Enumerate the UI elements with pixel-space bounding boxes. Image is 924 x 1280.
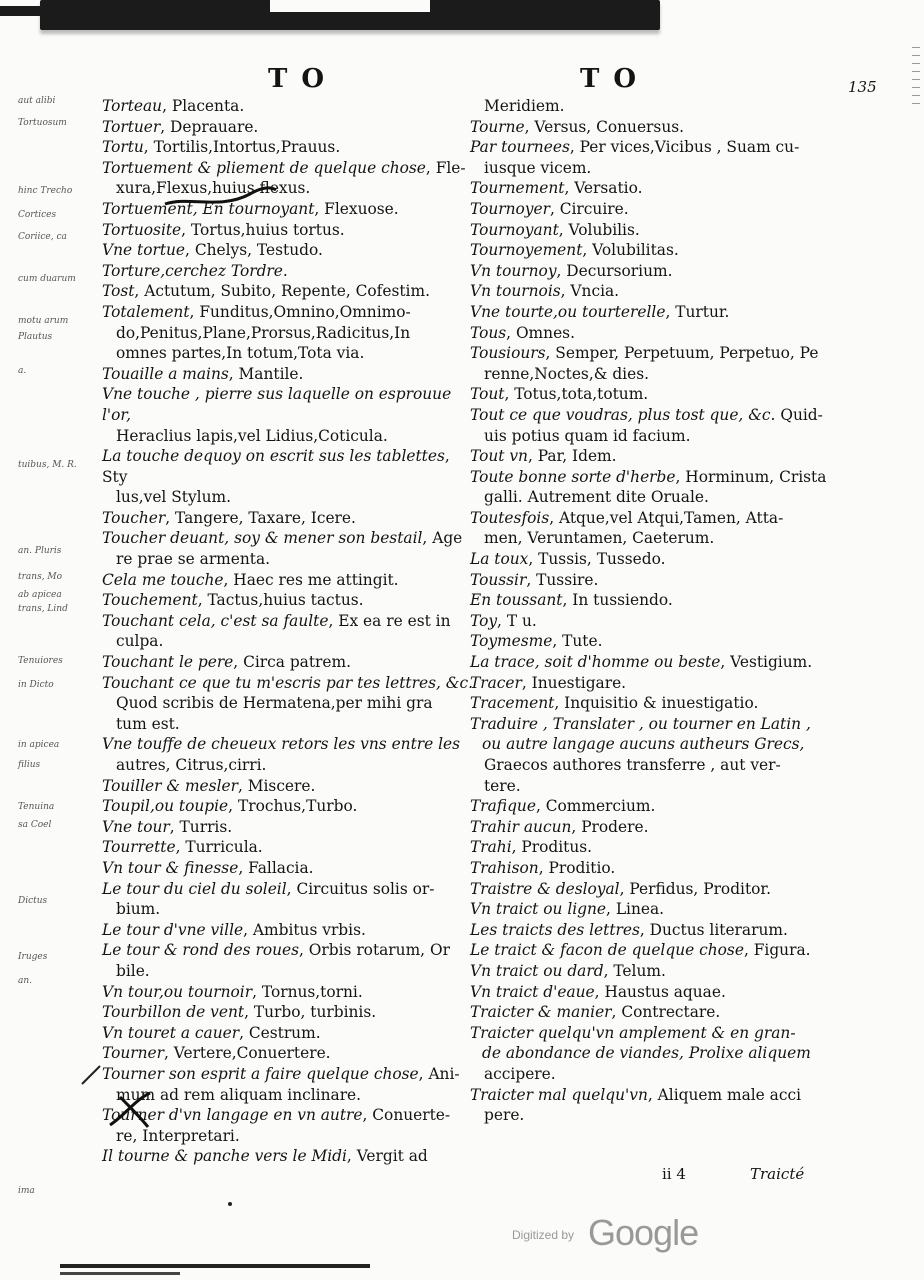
entry-translation: , Flexuose.	[314, 199, 399, 218]
entry-continuation: renne,Noctes,& dies.	[484, 364, 649, 383]
dictionary-entry	[470, 343, 830, 364]
dictionary-entry	[470, 961, 830, 982]
dictionary-entry	[470, 384, 830, 405]
entry-translation: , Proditio.	[538, 858, 616, 877]
entry-translation: , Omnes.	[506, 323, 575, 342]
entry-headword: Toute bonne sorte d'herbe	[470, 467, 676, 486]
margin-note: in Dicto	[18, 680, 54, 690]
dictionary-entry	[470, 446, 830, 467]
entry-headword: Vne tour	[102, 817, 170, 836]
entry-translation: , Chelys, Testudo.	[185, 241, 323, 260]
entry-headword: Vne tortue	[102, 241, 186, 260]
entry-continuation: bile.	[116, 961, 150, 980]
dictionary-entry	[102, 364, 477, 385]
entry-translation: .	[282, 261, 288, 280]
entry-headword: Tourner	[102, 1044, 164, 1063]
entry-headword: Tortuement & pliement de quelque chose	[102, 158, 426, 177]
dictionary-entry	[102, 1002, 477, 1023]
entry-headword: Touchant ce que tu m'escris par tes lettres, &c.	[102, 673, 473, 692]
dictionary-entry	[102, 446, 477, 487]
entry-headword: Tracement	[470, 694, 555, 713]
entry-headword: Tournoyer	[470, 199, 550, 218]
dictionary-entry	[470, 714, 830, 735]
dictionary-entry	[102, 137, 477, 158]
entry-continuation: xura,Flexus,huius flexus.	[116, 179, 311, 198]
entry-headword: Toussir	[470, 570, 527, 589]
entry-continuation: tum est.	[116, 714, 180, 733]
entry-translation: , Haec res me attingit.	[223, 570, 399, 589]
dictionary-entry	[470, 879, 830, 900]
entry-headword: Toymesme	[470, 632, 553, 651]
margin-note: Plautus	[18, 332, 53, 342]
dictionary-entry	[470, 281, 830, 302]
entry-translation: , Per vices,Vicibus , Suam cu-	[569, 138, 800, 157]
margin-note: motu arum	[18, 316, 69, 326]
entry-translation: , Age	[422, 529, 463, 548]
ink-mark-2	[100, 1085, 160, 1135]
entry-headword: Toy	[470, 611, 498, 630]
entry-headword: Vn traict ou dard	[470, 961, 604, 980]
left-column	[102, 96, 477, 1167]
dictionary-entry	[470, 631, 830, 652]
entry-translation: , Actutum, Subito, Repente, Cofestim.	[134, 282, 430, 301]
entry-translation: , Placenta.	[162, 97, 245, 115]
entry-translation: , Cestrum.	[239, 1023, 321, 1042]
entry-headword: Tournoyement	[470, 241, 583, 260]
margin-note: Cortices	[18, 210, 57, 220]
entry-translation: , Versatio.	[564, 179, 643, 198]
entry-headword: Tout ce que voudras, plus tost que, &c.	[470, 405, 776, 424]
margin-note: in apicea	[18, 740, 60, 750]
entry-translation: , Contrectare.	[611, 1003, 721, 1022]
entry-continuation: do,Penitus,Plane,Prorsus,Radicitus,In	[116, 323, 411, 342]
entry-continuation: re prae se armenta.	[116, 550, 271, 569]
entry-translation: , Orbis rotarum, Or	[299, 941, 450, 960]
margin-note: trans, Lind	[18, 604, 68, 614]
dictionary-entry	[470, 137, 830, 158]
dictionary-entry	[102, 508, 477, 529]
entry-headword: Vn tournois	[470, 282, 561, 301]
dictionary-entry	[470, 323, 830, 344]
dictionary-entry	[470, 899, 830, 920]
entry-continuation: culpa.	[116, 632, 164, 651]
entry-continuation: lus,vel Stylum.	[116, 488, 231, 507]
entry-headword: Tournement	[470, 179, 565, 198]
dictionary-entry	[470, 673, 830, 694]
scan-binding-shadow	[40, 0, 660, 30]
entry-translation: , T u.	[497, 611, 537, 630]
dictionary-entry	[470, 199, 830, 220]
entry-continuation: Quod scribis de Hermatena,per mihi gra	[116, 694, 433, 713]
entry-headword: Tortuer	[102, 117, 161, 136]
entry-headword: Tortuement, En tournoyant	[102, 199, 315, 218]
entry-translation: , Vertere,Conuertere.	[163, 1044, 331, 1063]
entry-translation: , Tornus,torni.	[252, 982, 363, 1001]
dictionary-entry	[102, 940, 477, 961]
entry-translation: , Fallacia.	[238, 858, 314, 877]
entry-headword: La toux	[470, 550, 529, 569]
entry-continuation: Meridiem.	[484, 97, 565, 115]
entry-headword-cont: de abondance de viandes, Prolixe aliquem	[482, 1044, 811, 1063]
entry-continuation: mum ad rem aliquam inclinare.	[116, 1085, 362, 1104]
dictionary-entry	[470, 1023, 830, 1044]
dictionary-entry	[470, 220, 830, 241]
entry-continuation: tere.	[484, 776, 521, 795]
dictionary-entry	[102, 1146, 477, 1167]
entry-translation: , Tangere, Taxare, Icere.	[165, 508, 356, 527]
entry-headword: Torture,cerchez Tordre	[102, 261, 283, 280]
margin-note: ima	[18, 1186, 35, 1196]
entry-translation: , Par, Idem.	[527, 447, 617, 466]
entry-translation: , Commercium.	[535, 797, 656, 816]
margin-note: hinc Trecho	[18, 186, 73, 196]
dictionary-entry	[470, 508, 830, 529]
entry-headword: Tout	[470, 385, 505, 404]
dictionary-entry	[470, 117, 830, 138]
dictionary-entry	[470, 940, 830, 961]
dictionary-entry	[102, 199, 477, 220]
entry-translation: , Proditus.	[511, 838, 593, 857]
entry-translation: , Vergit ad	[346, 1147, 428, 1166]
entry-headword: La trace, soit d'homme ou beste	[470, 653, 721, 672]
dictionary-entry	[102, 590, 477, 611]
page-number: 135	[848, 78, 877, 96]
entry-headword: Touchant le pere	[102, 653, 234, 672]
margin-note: Iruges	[18, 952, 48, 962]
entry-translation: , Turtur.	[665, 302, 730, 321]
entry-headword: Toucher deuant, soy & mener son bestail	[102, 529, 423, 548]
watermark-prefix: Digitized by	[512, 1228, 575, 1242]
entry-headword: Touchement	[102, 591, 198, 610]
entry-translation: , Versus, Conuersus.	[524, 117, 685, 136]
dictionary-entry	[470, 178, 830, 199]
entry-headword: Tousiours	[470, 344, 546, 363]
entry-headword: Tourrette	[102, 838, 176, 857]
dictionary-entry	[470, 858, 830, 879]
entry-headword: Tout vn	[470, 447, 528, 466]
margin-note: Tortuosum	[18, 118, 67, 128]
entry-translation: , Turbo, turbinis.	[244, 1003, 377, 1022]
running-header-left: TO	[268, 64, 338, 94]
entry-translation: , Ani-	[418, 1064, 460, 1083]
entry-headword: Toucher	[102, 508, 166, 527]
entry-headword: Vn tournoy	[470, 261, 557, 280]
right-column	[470, 96, 830, 1126]
entry-headword: Totalement	[102, 302, 190, 321]
bottom-scan-edge	[60, 1264, 370, 1268]
entry-translation: , Turricula.	[175, 838, 263, 857]
entry-headword: Tourne	[470, 117, 525, 136]
entry-headword: Traicter & manier	[470, 1003, 612, 1022]
entry-headword: Vn traict d'eaue	[470, 982, 595, 1001]
entry-headword: En toussant	[470, 591, 563, 610]
entry-translation: , Telum.	[603, 961, 666, 980]
entry-translation: , Circa patrem.	[233, 653, 351, 672]
entry-translation: , Inuestigare.	[521, 673, 627, 692]
margin-note: an. Pluris	[18, 546, 62, 556]
entry-translation: , Circuitus solis or-	[286, 879, 435, 898]
entry-headword: Vn touret a cauer	[102, 1023, 240, 1042]
entry-headword: Vn tour,ou tournoir	[102, 982, 253, 1001]
margin-note: Tenuina	[18, 802, 55, 812]
entry-headword: Tourner son esprit a faire quelque chose	[102, 1064, 419, 1083]
entry-headword: Tortu	[102, 138, 144, 157]
catchword: Traicté	[750, 1165, 805, 1183]
dictionary-entry	[470, 467, 830, 488]
entry-headword: Tourner d'vn langage en vn autre	[102, 1106, 363, 1125]
dictionary-entry	[470, 837, 830, 858]
dictionary-entry	[102, 817, 477, 838]
entry-headword: Trahison	[470, 858, 539, 877]
entry-translation: , Turris.	[169, 817, 233, 836]
entry-translation: , Decursorium.	[556, 261, 673, 280]
dictionary-entry	[102, 982, 477, 1003]
dictionary-entry	[470, 549, 830, 570]
dictionary-entry	[470, 1002, 830, 1023]
dictionary-entry	[102, 96, 477, 117]
margin-note: cum duarum	[18, 274, 76, 284]
entry-headword: Le tour du ciel du soleil	[102, 879, 287, 898]
margin-note: aut alibi	[18, 96, 56, 106]
entry-headword: Toutesfois	[470, 508, 550, 527]
dictionary-entry	[102, 837, 477, 858]
dictionary-entry	[470, 240, 830, 261]
entry-translation: , In tussiendo.	[562, 591, 673, 610]
entry-translation: , Tortus,huius tortus.	[181, 220, 345, 239]
dictionary-entry	[470, 652, 830, 673]
entry-headword: Traicter mal quelqu'vn	[470, 1085, 648, 1104]
entry-headword: Trafique	[470, 797, 536, 816]
entry-translation: , Volubilitas.	[582, 241, 679, 260]
entry-translation: , Tactus,huius tactus.	[197, 591, 364, 610]
dictionary-entry	[470, 405, 830, 426]
dictionary-entry	[102, 920, 477, 941]
dictionary-entry	[102, 858, 477, 879]
margin-note: filius	[18, 760, 41, 770]
entry-headword: Par tournees	[470, 138, 570, 157]
entry-translation: , Tortilis,Intortus,Prauus.	[143, 138, 341, 157]
entry-headword: Le tour d'vne ville	[102, 920, 244, 939]
dictionary-entry	[470, 611, 830, 632]
entry-continuation: pere.	[484, 1106, 525, 1125]
entry-continuation: Graecos authores transferre , aut ver-	[484, 756, 781, 774]
entry-headword: Traduire , Translater , ou tourner en Latin ,	[470, 714, 811, 733]
dictionary-entry	[470, 1085, 830, 1106]
entry-continuation	[470, 734, 830, 755]
dictionary-entry	[102, 240, 477, 261]
entry-translation: , Funditus,Omnino,Omnimo-	[189, 302, 411, 321]
dictionary-entry	[102, 734, 477, 755]
margin-note: sa Coel	[18, 820, 52, 830]
entry-translation: , Conuerte-	[362, 1106, 451, 1125]
bottom-scan-edge-2	[60, 1272, 180, 1275]
entry-headword: Tournoyant	[470, 220, 559, 239]
dictionary-entry	[102, 261, 477, 282]
entry-translation: , Linea.	[606, 900, 665, 919]
entry-translation: , Semper, Perpetuum, Perpetuo, Pe	[545, 344, 819, 363]
signature-mark: ii 4	[662, 1165, 686, 1183]
entry-translation: , Deprauare.	[160, 117, 259, 136]
entry-continuation: bium.	[116, 900, 161, 919]
entry-headword: Traistre & desloyal	[470, 879, 620, 898]
entry-headword: Vn traict ou ligne	[470, 900, 607, 919]
entry-continuation: iusque vicem.	[484, 158, 592, 177]
entry-translation: , Ductus literarum.	[639, 920, 788, 939]
dictionary-entry	[470, 817, 830, 838]
entry-translation: , Miscere.	[237, 776, 316, 795]
entry-headword: Tost	[102, 282, 135, 301]
entry-headword: La touche dequoy on escrit sus les tablettes	[102, 447, 445, 466]
dictionary-entry	[102, 117, 477, 138]
dictionary-entry	[102, 776, 477, 797]
entry-headword: Touchant cela, c'est sa faulte	[102, 611, 329, 630]
dictionary-entry	[102, 158, 477, 179]
entry-headword: Il tourne & panche vers le Midi	[102, 1147, 347, 1166]
dictionary-entry	[470, 261, 830, 282]
running-header-right: TO	[580, 64, 650, 94]
entry-headword: Toupil,ou toupie	[102, 797, 229, 816]
entry-translation: , Tute.	[552, 632, 603, 651]
dictionary-entry	[102, 528, 477, 549]
entry-translation: , Totus,tota,totum.	[504, 385, 649, 404]
entry-headword: Touaille a mains	[102, 364, 229, 383]
entry-headword: Vn tour & finesse	[102, 858, 239, 877]
entry-headword: Les traicts des lettres	[470, 920, 640, 939]
entry-headword: Touiller & mesler	[102, 776, 238, 795]
dictionary-entry	[102, 570, 477, 591]
dictionary-entry	[102, 796, 477, 817]
dictionary-entry	[470, 302, 830, 323]
dictionary-entry	[102, 652, 477, 673]
entry-headword: Vne touche , pierre sus laquelle on esprouue l'or,	[102, 385, 452, 424]
entry-translation: , Tussire.	[526, 570, 599, 589]
entry-translation: , Prodere.	[571, 817, 649, 836]
entry-translation: , Horminum, Crista	[675, 467, 827, 486]
entry-continuation: omnes partes,In totum,Tota via.	[116, 344, 365, 363]
entry-translation: , Vncia.	[560, 282, 620, 301]
entry-continuation: men, Veruntamen, Caeterum.	[484, 529, 715, 548]
entry-continuation: Heraclius lapis,vel Lidius,Coticula.	[116, 426, 388, 445]
margin-note: an.	[18, 976, 33, 986]
entry-continuation: uis potius quam id facium.	[484, 426, 691, 445]
dictionary-entry	[470, 590, 830, 611]
dictionary-entry	[102, 879, 477, 900]
entry-headword: Tous	[470, 323, 507, 342]
entry-translation: , Inquisitio & inuestigatio.	[554, 694, 759, 713]
entry-translation: , Figura.	[743, 941, 811, 960]
entry-headword: Tracer	[470, 673, 522, 692]
entry-headword: Vne tourte,ou tourterelle	[470, 302, 666, 321]
right-page-edge	[910, 40, 924, 1240]
entry-translation: , Trochus,Turbo.	[228, 797, 358, 816]
entry-headword: Trahir aucun	[470, 817, 572, 836]
dictionary-entry	[102, 302, 477, 323]
entry-headword-cont: ou autre langage aucuns autheurs Grecs,	[482, 735, 805, 754]
ink-dot	[228, 1202, 232, 1206]
dictionary-entry	[102, 1043, 477, 1064]
dictionary-entry	[102, 384, 477, 425]
margin-note: a.	[18, 366, 27, 376]
entry-continuation: re, Interpretari.	[116, 1126, 240, 1145]
entry-headword: Le tour & rond des roues	[102, 941, 299, 960]
entry-continuation	[470, 1043, 830, 1064]
margin-note: tuibus, M. R.	[18, 460, 77, 470]
margin-note: Tenuiores	[18, 656, 63, 666]
entry-translation: , Sty	[102, 447, 450, 486]
entry-headword: Le traict & facon de quelque chose	[470, 941, 744, 960]
entry-continuation: autres, Citrus,cirri.	[116, 756, 267, 774]
dictionary-entry	[102, 281, 477, 302]
ink-scribble	[160, 176, 280, 216]
dictionary-entry	[102, 220, 477, 241]
entry-continuation: galli. Autrement dite Oruale.	[484, 488, 709, 507]
entry-headword: Tourbillon de vent	[102, 1003, 245, 1022]
entry-continuation: accipere.	[484, 1064, 556, 1083]
entry-headword: Cela me touche	[102, 570, 224, 589]
google-logo: Google	[588, 1212, 699, 1253]
entry-headword: Traicter quelqu'vn amplement & en gran-	[470, 1023, 796, 1042]
dictionary-entry	[470, 982, 830, 1003]
dictionary-entry	[470, 570, 830, 591]
margin-note: Dictus	[18, 896, 48, 906]
entry-headword: Vne touffe de cheueux retors les vns entre les	[102, 735, 461, 754]
dictionary-entry	[102, 1064, 477, 1085]
margin-note: ab apicea	[18, 590, 62, 600]
entry-translation: , Fle-	[425, 158, 466, 177]
dictionary-entry	[102, 611, 477, 632]
entry-translation: Quid-	[775, 405, 823, 424]
dictionary-entry	[470, 693, 830, 714]
entry-translation: , Vestigium.	[720, 653, 813, 672]
entry-headword: Trahi	[470, 838, 512, 857]
dictionary-entry	[102, 673, 477, 694]
entry-headword: Torteau	[102, 97, 163, 115]
entry-translation: , Circuire.	[549, 199, 629, 218]
entry-translation: , Haustus aquae.	[594, 982, 726, 1001]
margin-note: trans, Mo	[18, 572, 63, 582]
entry-translation: , Atque,vel Atqui,Tamen, Atta-	[549, 508, 784, 527]
entry-translation: , Perfidus, Proditor.	[619, 879, 771, 898]
entry-translation: , Mantile.	[228, 364, 304, 383]
entry-translation: , Ambitus vrbis.	[243, 920, 366, 939]
margin-note: Coriice, ca	[18, 232, 67, 242]
entry-translation: , Aliquem male acci	[647, 1085, 802, 1104]
entry-translation: , Volubilis.	[558, 220, 640, 239]
entry-headword: Tortuosite	[102, 220, 182, 239]
dictionary-entry	[102, 1023, 477, 1044]
dictionary-entry	[470, 920, 830, 941]
entry-translation: , Ex ea re est in	[328, 611, 451, 630]
entry-translation: , Tussis, Tussedo.	[528, 550, 666, 569]
dictionary-entry	[470, 796, 830, 817]
